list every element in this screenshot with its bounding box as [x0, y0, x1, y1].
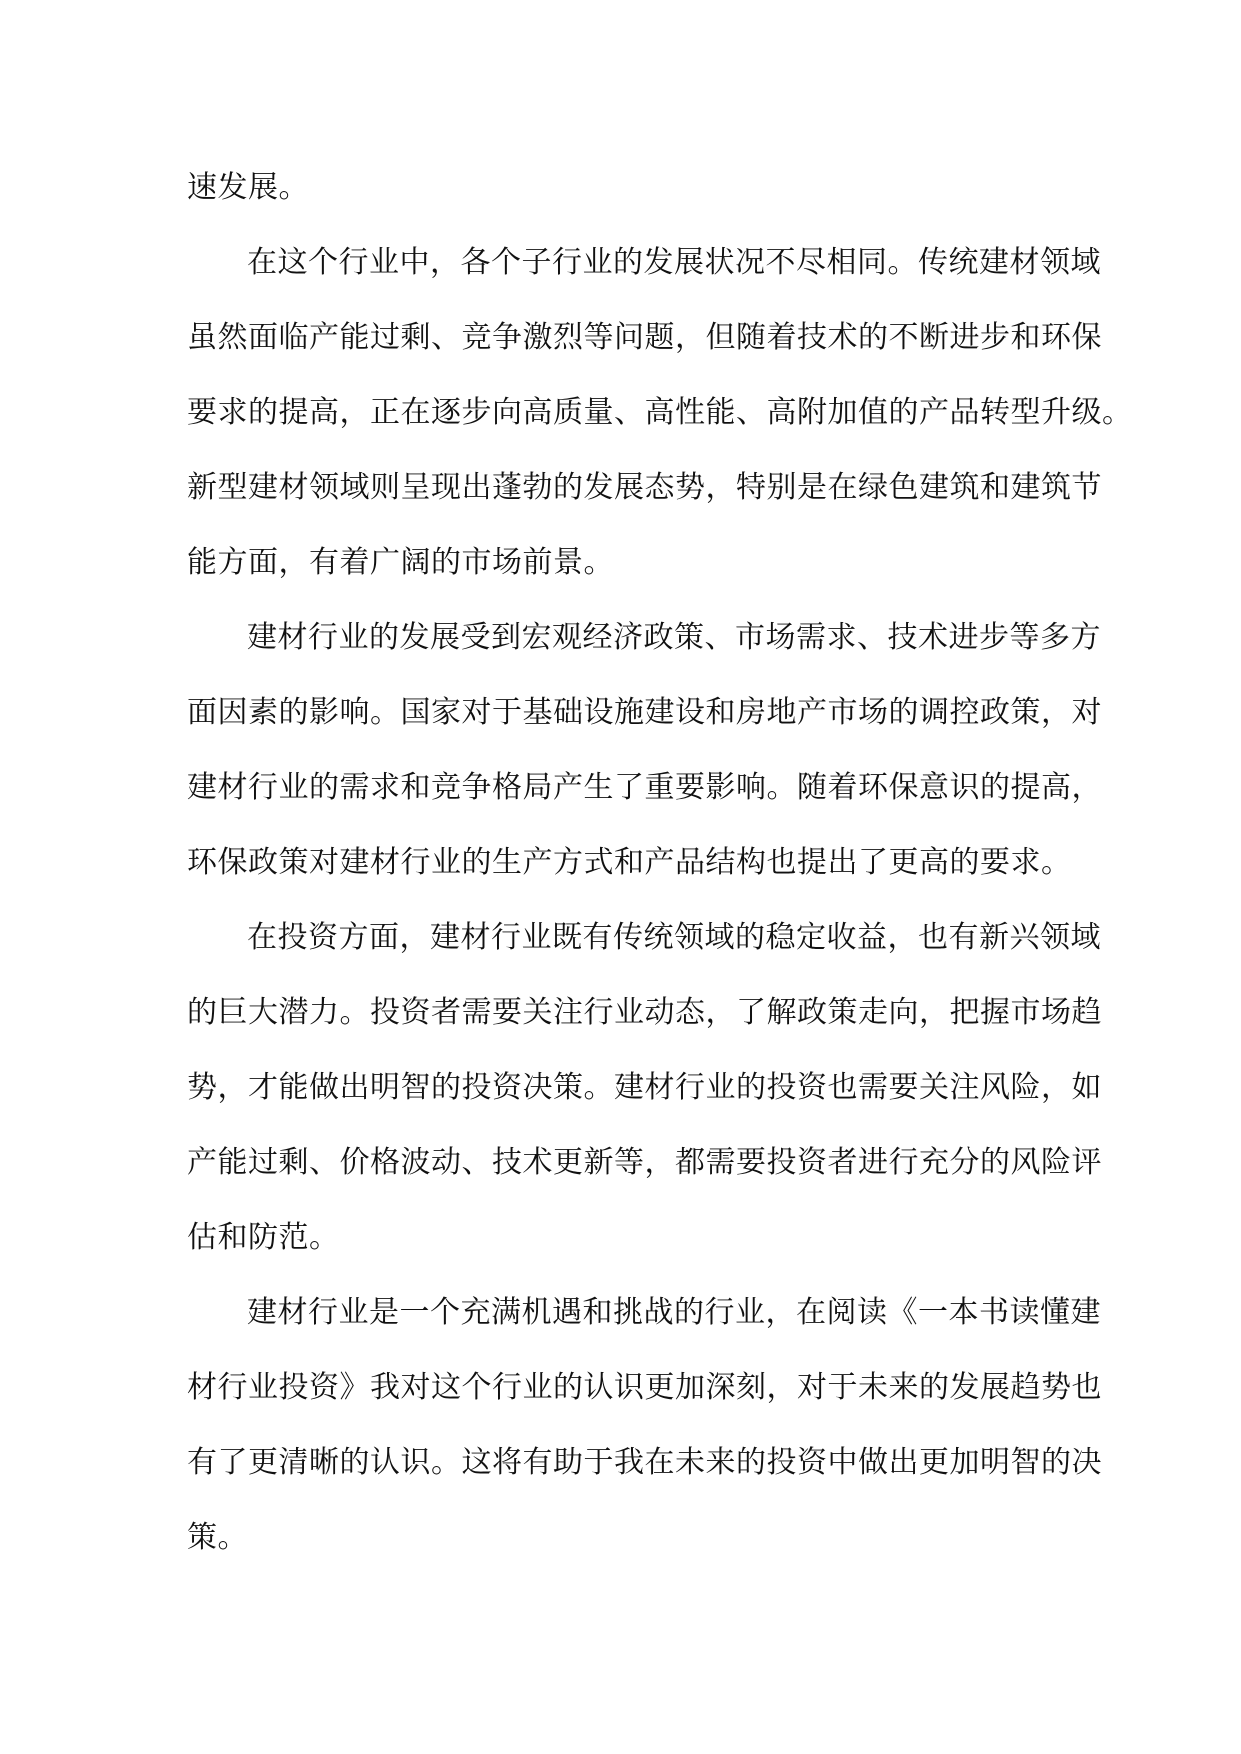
- paragraph-line: 在这个行业中，各个子行业的发展状况不尽相同。传统建材领域: [247, 245, 1101, 280]
- paragraph-3: [187, 600, 1102, 900]
- paragraph-line: 建材行业是一个充满机遇和挑战的行业，在阅读《一本书读懂建: [247, 1295, 1101, 1330]
- paragraph-line: 势，才能做出明智的投资决策。建材行业的投资也需要关注风险，如: [187, 1070, 1102, 1105]
- paragraph-line: 能方面，有着广阔的市场前景。: [187, 545, 614, 580]
- paragraph-4: [187, 900, 1102, 1275]
- paragraph-line: 产能过剩、价格波动、技术更新等，都需要投资者进行充分的风险评: [187, 1145, 1102, 1180]
- paragraph-line: 有了更清晰的认识。这将有助于我在未来的投资中做出更加明智的决: [187, 1445, 1102, 1480]
- paragraph-line: 策。: [187, 1520, 248, 1555]
- paragraph-2: [187, 225, 1133, 600]
- paragraph-line: 要求的提高，正在逐步向高质量、高性能、高附加值的产品转型升级。: [187, 395, 1133, 430]
- paragraph-line: 的巨大潜力。投资者需要关注行业动态，了解政策走向，把握市场趋: [187, 995, 1102, 1030]
- paragraph-line: 建材行业的需求和竞争格局产生了重要影响。随着环保意识的提高，: [187, 770, 1102, 805]
- document-body: [187, 150, 1133, 1575]
- paragraph-1: [187, 150, 1067, 225]
- paragraph-line: 面因素的影响。国家对于基础设施建设和房地产市场的调控政策，对: [187, 695, 1102, 730]
- paragraph-line: 新型建材领域则呈现出蓬勃的发展态势，特别是在绿色建筑和建筑节: [187, 470, 1102, 505]
- paragraph-line: 速发展。: [187, 170, 309, 205]
- paragraph-line: 虽然面临产能过剩、竞争激烈等问题，但随着技术的不断进步和环保: [187, 320, 1102, 355]
- paragraph-line: 在投资方面，建材行业既有传统领域的稳定收益，也有新兴领域: [247, 920, 1101, 955]
- paragraph-line: 建材行业的发展受到宏观经济政策、市场需求、技术进步等多方: [247, 620, 1101, 655]
- paragraph-line: 环保政策对建材行业的生产方式和产品结构也提出了更高的要求。: [187, 845, 1072, 880]
- paragraph-line: 材行业投资》我对这个行业的认识更加深刻，对于未来的发展趋势也: [187, 1370, 1102, 1405]
- paragraph-5: [187, 1275, 1102, 1575]
- paragraph-line: 估和防范。: [187, 1220, 340, 1255]
